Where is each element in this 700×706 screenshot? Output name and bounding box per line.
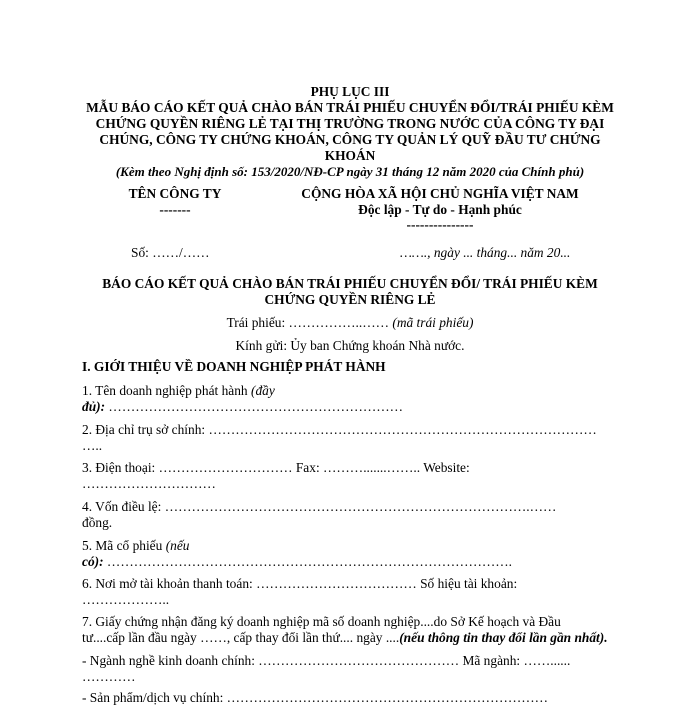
field-dots: ………………………………………………………… — [108, 399, 404, 414]
field-line: 4. Vốn điều lệ: ……………………………………………………………………….…… — [82, 499, 557, 514]
form-title-line: CHÚNG, CÔNG TY CHỨNG KHOÁN, CÔNG TY QUẢN LÝ QUỸ ĐẦU TƯ CHỨNG — [99, 132, 601, 147]
field-line: 3. Điện thoại: ………………………… Fax: ……….......…….. Website: — [82, 460, 470, 475]
decree-note: (Kèm theo Nghị định số: 153/2020/NĐ-CP ngày 31 tháng 12 năm 2020 của Chính phủ) — [115, 164, 585, 179]
bond-line — [150, 315, 550, 331]
company-name: TÊN CÔNG TY — [128, 186, 222, 201]
field-line: đồng. — [82, 515, 113, 530]
bond-label: Trái phiếu: ……………..…… — [226, 315, 389, 330]
form-title-line: KHOÁN — [324, 148, 376, 163]
report-title-line: CHỨNG QUYỀN RIÊNG LẺ — [264, 292, 436, 307]
field-note: đủ): — [82, 399, 106, 414]
field-line: 6. Nơi mở tài khoản thanh toán: ……………………………… Số hiệu tài khoản: — [82, 576, 518, 591]
field-line — [82, 630, 622, 646]
form-title-line: CHỨNG QUYỀN RIÊNG LẺ TẠI THỊ TRƯỜNG TRONG NƯỚC CỦA CÔNG TY ĐẠI — [95, 116, 605, 131]
field-line: ………… — [82, 669, 136, 684]
motto: Độc lập - Tự do - Hạnh phúc — [358, 202, 522, 217]
date-line: ……., ngày ... tháng... năm 20... — [400, 245, 571, 260]
field-text: tư....cấp lần đầu ngày ……, cấp thay đổi lần thứ.... ngày .... — [82, 630, 400, 645]
field-note: có): — [82, 554, 104, 569]
field-line — [82, 554, 622, 570]
document-number: Số: ……/…… — [131, 245, 210, 260]
nation-name: CỘNG HÒA XÃ HỘI CHỦ NGHĨA VIỆT NAM — [301, 186, 579, 201]
field-line — [82, 383, 622, 399]
field-note: (đầy — [250, 383, 275, 398]
field-line: 7. Giấy chứng nhận đăng ký doanh nghiệp mã số doanh nghiệp....do Sở Kế hoạch và Đầu — [82, 614, 561, 629]
recipient: Kính gửi: Ủy ban Chứng khoán Nhà nước. — [235, 338, 465, 353]
report-title-line: BÁO CÁO KẾT QUẢ CHÀO BÁN TRÁI PHIẾU CHUYỂN ĐỔI/ TRÁI PHIẾU KÈM — [102, 276, 598, 291]
company-dash: ------- — [159, 202, 191, 217]
field-note: (nếu — [165, 538, 190, 553]
field-label: 5. Mã cổ phiếu — [82, 538, 163, 553]
field-line: 2. Địa chỉ trụ sở chính: …………………………………………………………………………… — [82, 422, 597, 437]
field-line: - Sản phẩm/dịch vụ chính: ……………………………………………………………… — [82, 690, 549, 705]
field-label: 1. Tên doanh nghiệp phát hành — [82, 383, 248, 398]
report-title — [70, 276, 630, 308]
section-heading: I. GIỚI THIỆU VỀ DOANH NGHIỆP PHÁT HÀNH — [82, 359, 386, 374]
field-line — [82, 399, 622, 415]
field-line: ………………………… — [82, 476, 216, 491]
appendix-heading: PHỤ LỤC III — [310, 84, 390, 99]
field-line: ……………….. — [82, 592, 170, 607]
field-line — [82, 538, 622, 554]
form-title-line: MẪU BÁO CÁO KẾT QUẢ CHÀO BÁN TRÁI PHIẾU CHUYỂN ĐỔI/TRÁI PHIẾU KÈM — [86, 100, 614, 115]
field-line: ….. — [82, 438, 103, 453]
field-line: - Ngành nghề kinh doanh chính: ……………………………………… Mã ngành: ……...... — [82, 653, 571, 668]
form-title — [70, 100, 630, 164]
field-dots: ………………………………………………………………………………. — [106, 554, 512, 569]
bond-note: (mã trái phiếu) — [392, 315, 474, 330]
field-note: (nếu thông tin thay đổi lần gần nhất). — [399, 630, 608, 645]
motto-dash: --------------- — [406, 217, 474, 232]
